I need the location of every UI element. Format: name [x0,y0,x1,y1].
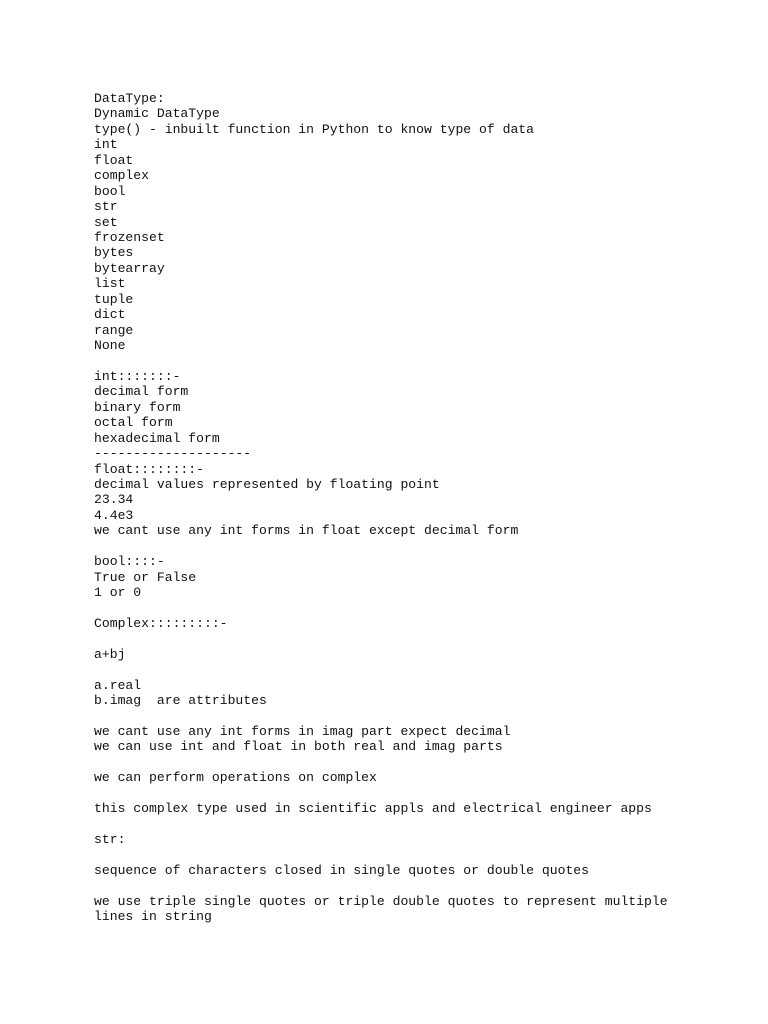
blank-line [94,539,734,554]
text-line: tuple [94,291,134,307]
text-line: dict [94,307,126,323]
text-line: complex [94,168,150,184]
text-line: a+bj [94,646,126,662]
text-line: str: [94,832,126,847]
blank-line [94,847,734,862]
text-line: str [94,199,118,215]
text-line: hexadecimal form [94,430,220,446]
text-line: float [94,152,134,168]
text-line: we cant use any int forms in imag part expect decimal [94,723,511,739]
text-line: set [94,214,118,230]
blank-line [94,786,734,801]
text-line: we use triple single quotes or triple double quotes to represent multiple [94,893,668,909]
text-line: float::::::::- [94,461,205,477]
text-line: bytes [94,245,134,261]
text-line: a.real [94,677,142,693]
text-line: 1 or 0 [94,585,142,600]
text-line: this complex type used in scientific appls and electrical engineer apps [94,801,652,817]
text-line: int [94,137,118,153]
text-line: None [94,338,126,353]
blank-line [94,353,734,368]
text-line: Complex:::::::::- [94,615,228,631]
text-line: 23.34 [94,492,134,508]
text-line: we can perform operations on complex [94,770,377,786]
text-line: bool::::- [94,554,165,570]
text-line: b.imag are attributes [94,693,267,709]
blank-line [94,662,734,677]
text-line: int:::::::- [94,368,181,384]
text-line: frozenset [94,229,165,245]
text-line: octal form [94,415,173,431]
blank-line [94,631,734,646]
text-line: binary form [94,399,181,415]
text-line: decimal form [94,384,189,400]
text-line: Dynamic DataType [94,106,220,122]
blank-line [94,755,734,770]
text-line: DataType: [94,91,165,106]
blank-line [94,878,734,893]
text-line: True or False [94,569,197,585]
blank-line [94,600,734,615]
text-line: 4.4e3 [94,507,134,523]
text-line: bool [94,183,126,199]
text-line: we cant use any int forms in float except decimal form [94,523,519,539]
document-text [94,91,734,925]
text-line: range [94,322,134,338]
text-line: we can use int and float in both real and imag parts [94,739,503,755]
blank-line [94,817,734,832]
text-line: sequence of characters closed in single quotes or double quotes [94,862,590,878]
text-line: bytearray [94,260,165,276]
text-line: lines in string [94,909,212,925]
text-line: decimal values represented by floating point [94,476,440,492]
separator-line: -------------------- [94,446,252,462]
text-line: type() - inbuilt function in Python to know type of data [94,121,535,137]
blank-line [94,709,734,724]
text-line: list [94,276,126,292]
